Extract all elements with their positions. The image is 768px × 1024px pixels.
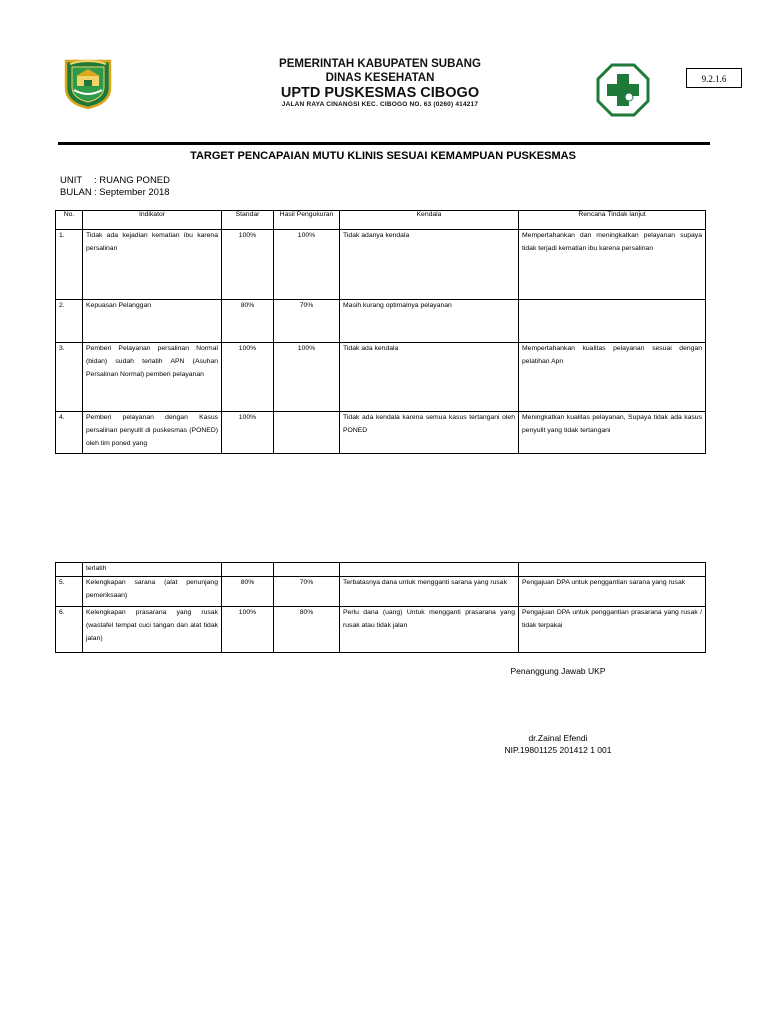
cell-hasil — [274, 563, 340, 577]
quality-target-table-continued — [55, 562, 706, 653]
quality-target-table — [55, 210, 706, 454]
cell-kendala: Terbatasnya dana untuk mengganti sarana yang rusak — [340, 576, 519, 606]
header-rencana: Rencana Tindak lanjut — [519, 211, 706, 230]
cell-standar: 100% — [222, 230, 274, 300]
cell-no: 2. — [56, 300, 83, 343]
cell-indikator: Kelengkapan prasarana yang rusak (wastafel tempat cuci tangan dan alat tidak jalan) — [83, 606, 222, 652]
cell-hasil: 100% — [274, 343, 340, 412]
cell-indikator: Pemberi pelayanan dengan Kasus persalinan penyulit di puskesmas (PONED) oleh tim poned yang — [83, 412, 222, 454]
table-row — [56, 576, 706, 606]
header-indikator: Indikator — [83, 211, 222, 230]
bulan-label: BULAN — [60, 187, 92, 198]
cell-rencana — [519, 563, 706, 577]
cell-kendala: Tidak ada kendala karena semua kasus tertangani oleh PONED — [340, 412, 519, 454]
bulan-value: : September 2018 — [94, 187, 170, 198]
document-number: 9.2.1.6 — [686, 68, 742, 88]
cell-hasil: 80% — [274, 606, 340, 652]
cell-rencana: Pengajuan DPA untuk penggantian prasarana yang rusak / tidak terpakai — [519, 606, 706, 652]
cell-no: 6. — [56, 606, 83, 652]
header-institution: UPTD PUSKESMAS CIBOGO — [280, 85, 480, 101]
cell-standar — [222, 563, 274, 577]
unit-value: : RUANG PONED — [94, 175, 171, 186]
cell-standar: 80% — [222, 576, 274, 606]
cell-indikator: Kelengkapan sarana (alat penunjang pemeriksaan) — [83, 576, 222, 606]
cell-indikator: terlatih — [83, 563, 222, 577]
table-row — [56, 412, 706, 454]
table-row — [56, 300, 706, 343]
cell-rencana: Mempertahankan kualitas pelayanan sesuai dengan pelatihan Apn — [519, 343, 706, 412]
table-row — [56, 563, 706, 577]
puskesmas-cross-logo-icon — [596, 63, 650, 117]
header-no: No. — [56, 211, 83, 230]
table-row — [56, 343, 706, 412]
header-kendala: Kendala — [340, 211, 519, 230]
page-title: TARGET PENCAPAIAN MUTU KLINIS SESUAI KEMAMPUAN PUSKESMAS — [190, 150, 576, 162]
meta-bulan — [60, 187, 170, 198]
cell-kendala: Tidak ada kendala — [340, 343, 519, 412]
header-address: JALAN RAYA CINANGSI KEC. CIBOGO NO. 63 (0260) 414217 — [281, 101, 479, 108]
cell-rencana: Mempertahankan dan meningkatkan pelayanan supaya tidak terjadi kematian ibu karena persalinan — [519, 230, 706, 300]
signature-name: dr.Zainal Efendi — [528, 733, 588, 743]
subang-regency-emblem-icon — [62, 58, 114, 110]
cell-hasil: 70% — [274, 300, 340, 343]
cell-no: 5. — [56, 576, 83, 606]
cell-standar: 100% — [222, 606, 274, 652]
cell-no: 1. — [56, 230, 83, 300]
table-header-row — [56, 211, 706, 230]
cell-kendala — [340, 563, 519, 577]
cell-rencana — [519, 300, 706, 343]
cell-hasil: 100% — [274, 230, 340, 300]
cell-indikator: Tidak ada kejadian kematian ibu karena persalinan — [83, 230, 222, 300]
cell-kendala: Masih kurang optimalnya pelayanan — [340, 300, 519, 343]
signature-nip: NIP.19801125 201412 1 001 — [504, 745, 612, 755]
header-government: PEMERINTAH KABUPATEN SUBANG — [279, 58, 481, 70]
signature-role: Penanggung Jawab UKP — [510, 666, 606, 676]
header-divider — [58, 142, 710, 145]
cell-standar: 80% — [222, 300, 274, 343]
table-row — [56, 606, 706, 652]
table-row — [56, 230, 706, 300]
cell-standar: 100% — [222, 343, 274, 412]
cell-rencana: Pengajuan DPA untuk penggantian sarana yang rusak — [519, 576, 706, 606]
header-hasil: Hasil Pengukuran — [274, 211, 340, 230]
meta-unit — [60, 175, 170, 186]
cell-standar: 100% — [222, 412, 274, 454]
cell-hasil: 70% — [274, 576, 340, 606]
cell-hasil — [274, 412, 340, 454]
header-standar: Standar — [222, 211, 274, 230]
cell-rencana: Meningkatkan kualitas pelayanan, Supaya tidak ada kasus penyulit yang tidak tertangani — [519, 412, 706, 454]
cell-no: 4. — [56, 412, 83, 454]
cell-kendala: Perlu dana (uang) Untuk mengganti prasarana yang rusak atau tidak jalan — [340, 606, 519, 652]
cell-indikator: Pemberi Pelayanan persalinan Normal (bidan) sudah terlatih APN (Asuhan Persalinan Normal) pemberi pelayanan — [83, 343, 222, 412]
header-department: DINAS KESEHATAN — [325, 72, 435, 84]
cell-indikator: Kepuasan Pelanggan — [83, 300, 222, 343]
unit-label: UNIT — [60, 175, 83, 186]
cell-no — [56, 563, 83, 577]
cell-kendala: Tidak adanya kendala — [340, 230, 519, 300]
cell-no: 3. — [56, 343, 83, 412]
